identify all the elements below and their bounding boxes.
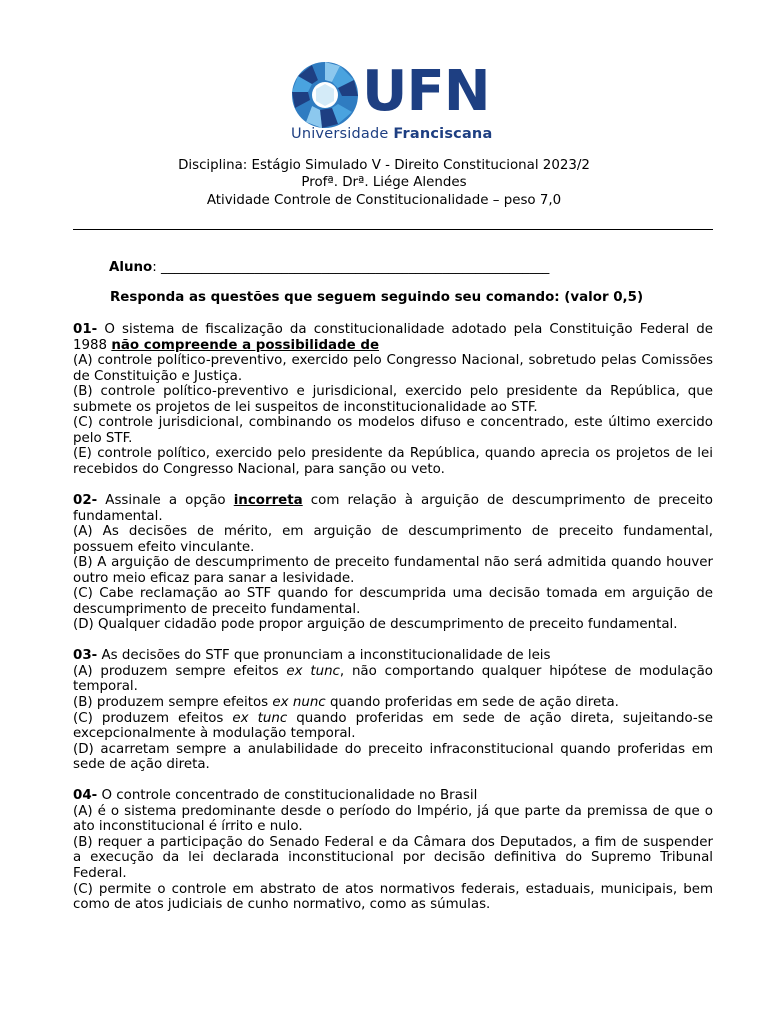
- student-blank-line: : __________________________________________________________: [152, 260, 550, 275]
- option-a: (A) controle político-preventivo, exercido pelo Congresso Nacional, sobretudo pelas Comissões de Constituição e Justiça.: [73, 353, 713, 384]
- ufn-logo: [290, 60, 500, 148]
- course-professor: Profª. Drª. Liége Alendes: [301, 175, 467, 191]
- header-divider: [73, 229, 713, 230]
- question-number: 04-: [73, 788, 98, 804]
- course-discipline: Disciplina: Estágio Simulado V - Direito Constitucional 2023/2: [178, 158, 590, 173]
- question-number: 02-: [73, 492, 98, 508]
- logo-wordmark: UFN: [362, 59, 490, 124]
- question-number: 03-: [73, 648, 98, 664]
- question-number: 01-: [73, 322, 98, 337]
- option-d: (D) Qualquer cidadão pode propor arguição de descumprimento de preceito fundamental.: [73, 617, 678, 633]
- question-stem: 01- O sistema de fiscalização da constitucionalidade adotado pela Constituição Federal de 1988 não compreende a possibilidade de: [73, 322, 713, 353]
- emphasis-underlined: não compreende a possibilidade de: [111, 337, 380, 353]
- course-activity: Atividade Controle de Constitucionalidade – peso 7,0: [206, 192, 562, 208]
- question-4: [73, 788, 713, 912]
- question-stem: 04- O controle concentrado de constitucionalidade no Brasil: [73, 788, 478, 804]
- option-b: (B) requer a participação do Senado Federal e da Câmara dos Deputados, a fim de suspender a execução da lei declarada inconstitucional por decisão definitiva do Supremo Tribunal Federal.: [73, 834, 713, 881]
- student-name-field[interactable]: [109, 260, 549, 275]
- option-c: (C) permite o controle em abstrato de atos normativos federais, estaduais, municipais, bem como de atos judiciais de cunho normativo, como as súmulas.: [73, 881, 713, 913]
- option-c: (C) produzem efeitos ex tunc quando proferidas em sede de ação direta, sujeitando-se excepcionalmente à modulação temporal.: [73, 710, 713, 742]
- question-2: [73, 493, 713, 633]
- student-label: Aluno: [109, 260, 153, 275]
- option-d: (D) acarretam sempre a anulabilidade do preceito infraconstitucional quando proferidas em sede de ação direta.: [73, 741, 713, 773]
- logo-subtitle: Universidade Franciscana: [291, 126, 493, 142]
- option-c: (C) Cabe reclamação ao STF quando for descumprida uma decisão tomada em arguição de descumprimento de preceito fundamental.: [73, 586, 713, 617]
- ufn-emblem-icon: [290, 60, 360, 130]
- option-e: (E) controle político, exercido pelo presidente da República, quando aprecia os projetos de lei recebidos do Congresso Nacional, para sanção ou veto.: [73, 446, 713, 477]
- option-a: (A) As decisões de mérito, em arguição de descumprimento de preceito fundamental, possuem efeito vinculante.: [73, 524, 713, 555]
- option-b: (B) A arguição de descumprimento de preceito fundamental não será admitida quando houver outro meio eficaz para sanar a lesividade.: [73, 555, 713, 586]
- question-stem: 03- As decisões do STF que pronunciam a inconstitucionalidade de leis: [73, 648, 551, 664]
- emphasis-underlined: incorreta: [233, 492, 303, 508]
- option-c: (C) controle jurisdicional, combinando os modelos difuso e concentrado, este último exercido pelo STF.: [73, 415, 713, 446]
- option-a: (A) é o sistema predominante desde o período do Império, já que parte da premissa de que o ato inconstitucional é írrito e nulo.: [73, 803, 713, 835]
- course-header: [0, 157, 768, 209]
- option-b: (B) produzem sempre efeitos ex nunc quando proferidas em sede de ação direta.: [73, 695, 619, 711]
- instructions: Responda as questões que seguem seguindo seu comando: (valor 0,5): [110, 290, 644, 305]
- questions-list: [73, 322, 713, 928]
- option-a: (A) produzem sempre efeitos ex tunc, não comportando qualquer hipótese de modulação temporal.: [73, 663, 713, 695]
- question-3: [73, 648, 713, 772]
- option-b: (B) controle político-preventivo e jurisdicional, exercido pelo presidente da República, que submete os projetos de lei suspeitos de inconstitucionalidade ao STF.: [73, 384, 713, 415]
- question-stem: 02- Assinale a opção incorreta com relação à arguição de descumprimento de preceito fundamental.: [73, 492, 713, 524]
- question-1: [73, 322, 713, 477]
